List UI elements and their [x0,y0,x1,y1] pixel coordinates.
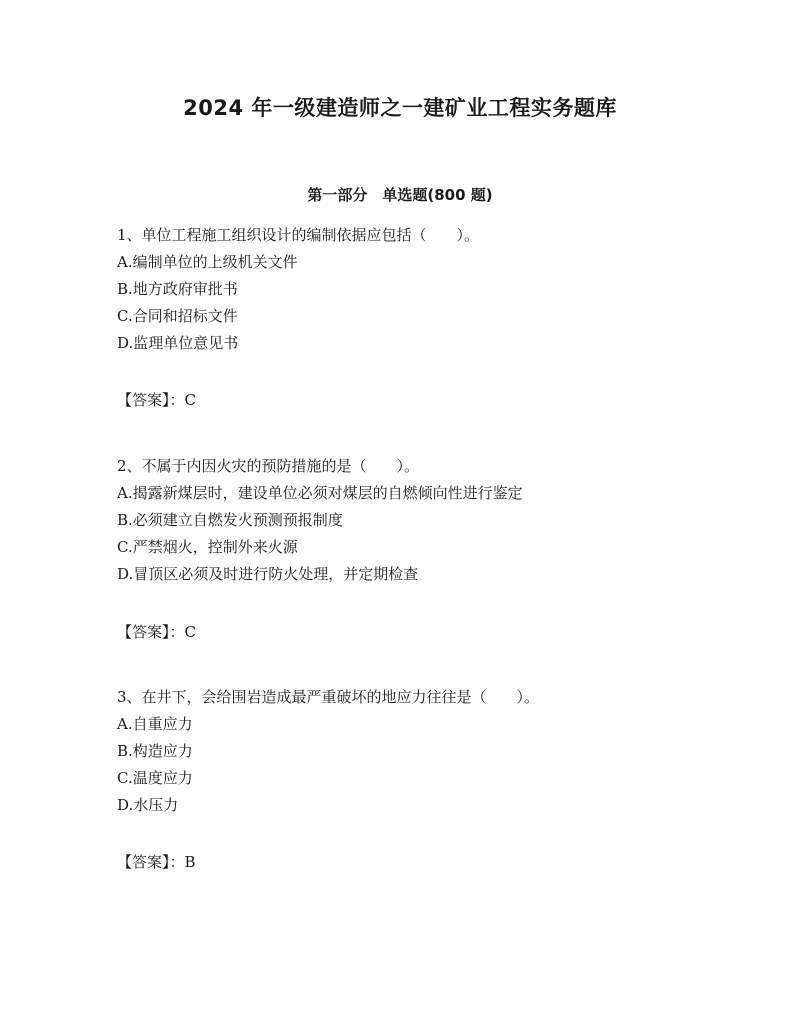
option-d: D.冒顶区必须及时进行防火处理，并定期检查 [117,565,419,583]
option-b: B.构造应力 [117,742,193,760]
option-c: C.合同和招标文件 [117,307,238,325]
option-c: C.温度应力 [117,769,193,787]
option-a: A.揭露新煤层时，建设单位必须对煤层的自燃倾向性进行鉴定 [117,484,523,502]
question-stem: 1、单位工程施工组织设计的编制依据应包括（ ）。 [117,226,480,244]
option-d: D.监理单位意见书 [117,334,239,352]
question-stem: 2、不属于内因火灾的预防措施的是（ ）。 [117,457,420,475]
option-b: B.地方政府审批书 [117,280,238,298]
question-1 [117,222,757,357]
answer-2: 【答案】：C [117,623,196,641]
option-c: C.严禁烟火，控制外来火源 [117,538,298,556]
section-title: 第一部分 单选题(800 题) [307,186,493,204]
option-a: A.自重应力 [117,715,193,733]
question-stem: 3、在井下，会给围岩造成最严重破坏的地应力往往是（ ）。 [117,688,540,706]
answer-1: 【答案】：C [117,391,196,409]
question-2 [117,453,757,588]
option-d: D.水压力 [117,796,179,814]
question-3 [117,684,757,819]
answer-3: 【答案】：B [117,853,196,871]
option-a: A.编制单位的上级机关文件 [117,253,298,271]
document-title: 2024 年一级建造师之一建矿业工程实务题库 [183,96,617,120]
option-b: B.必须建立自燃发火预测预报制度 [117,511,343,529]
